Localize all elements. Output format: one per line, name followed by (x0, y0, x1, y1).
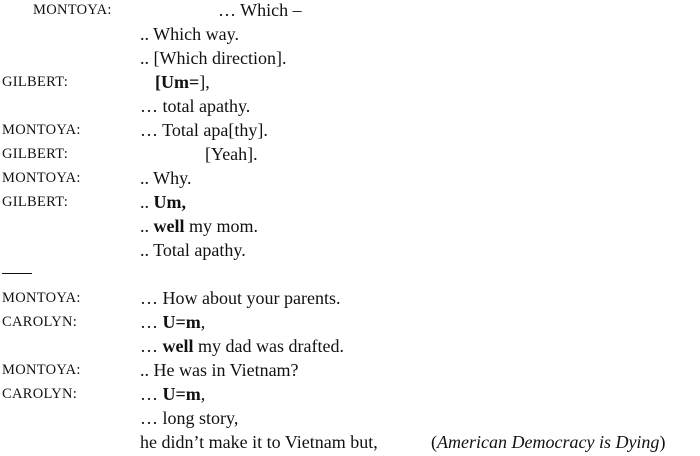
utterance: .. Which way. (140, 24, 239, 44)
speaker-label: CAROLYN: (2, 314, 78, 330)
utterance: [Yeah]. (205, 144, 258, 164)
utterance: he didn’t make it to Vietnam but, (140, 432, 378, 452)
speaker-label: MONTOYA: (2, 290, 81, 306)
overlap-bracket-open: [ (155, 72, 161, 92)
citation-paren-close: ) (659, 432, 666, 452)
transcript-line (0, 72, 700, 96)
emphasized-word: Um= (161, 72, 200, 92)
transcript-line (0, 384, 700, 408)
pause-marker: … (140, 336, 163, 356)
utterance (140, 192, 186, 213)
emphasized-word: Um, (153, 192, 186, 212)
transcript-line (0, 336, 700, 360)
transcript-line (0, 144, 700, 168)
transcript-line (0, 432, 700, 456)
utterance: … Which – (218, 0, 302, 20)
speaker-label: GILBERT: (2, 74, 69, 90)
citation-paren-open: ( (431, 432, 437, 452)
emphasized-word: U=m (162, 312, 201, 332)
speaker-label: GILBERT: (2, 194, 69, 210)
speaker-label: MONTOYA: (2, 362, 81, 378)
utterance-rest: my dad was drafted. (193, 336, 344, 356)
excerpt-divider (2, 273, 32, 274)
transcript-line (0, 216, 700, 240)
transcript-line (0, 360, 700, 384)
utterance: .. Why. (140, 168, 192, 188)
speaker-label: MONTOYA: (2, 122, 81, 138)
utterance: … long story, (140, 408, 239, 428)
utterance-rest: , (200, 312, 206, 332)
overlap-bracket-close: ], (199, 72, 210, 92)
utterance: … Total apa[thy]. (140, 120, 268, 140)
transcript-line (0, 312, 700, 336)
utterance-rest: my mom. (184, 216, 259, 236)
pause-marker: … (140, 384, 163, 404)
utterance: .. Total apathy. (140, 240, 246, 260)
utterance (140, 312, 205, 333)
transcript-line (0, 168, 700, 192)
utterance: .. He was in Vietnam? (140, 360, 299, 380)
utterance: .. [Which direction]. (140, 48, 287, 68)
transcript-line (0, 240, 700, 264)
emphasized-word: well (162, 336, 194, 356)
pause-marker: … (140, 312, 163, 332)
utterance (155, 72, 210, 93)
transcript-line (0, 48, 700, 72)
utterance (140, 336, 344, 357)
utterance: … total apathy. (140, 96, 251, 116)
transcript-line (0, 0, 700, 24)
pause-marker: .. (140, 216, 154, 236)
transcript-line (0, 96, 700, 120)
speaker-label: MONTOYA: (33, 2, 112, 18)
pause-marker: .. (140, 192, 154, 212)
emphasized-word: U=m (162, 384, 201, 404)
transcript-line (0, 192, 700, 216)
transcript-line (0, 288, 700, 312)
speaker-label: MONTOYA: (2, 170, 81, 186)
transcript-line (0, 120, 700, 144)
speaker-label: CAROLYN: (2, 386, 78, 402)
utterance (140, 216, 258, 237)
citation-title: American Democracy is Dying (437, 432, 660, 452)
speaker-label: GILBERT: (2, 146, 69, 162)
transcript-line (0, 408, 700, 432)
transcript-line (0, 24, 700, 48)
utterance: … How about your parents. (140, 288, 341, 308)
utterance-rest: , (200, 384, 206, 404)
utterance (140, 384, 205, 405)
emphasized-word: well (153, 216, 185, 236)
source-citation (431, 432, 665, 453)
